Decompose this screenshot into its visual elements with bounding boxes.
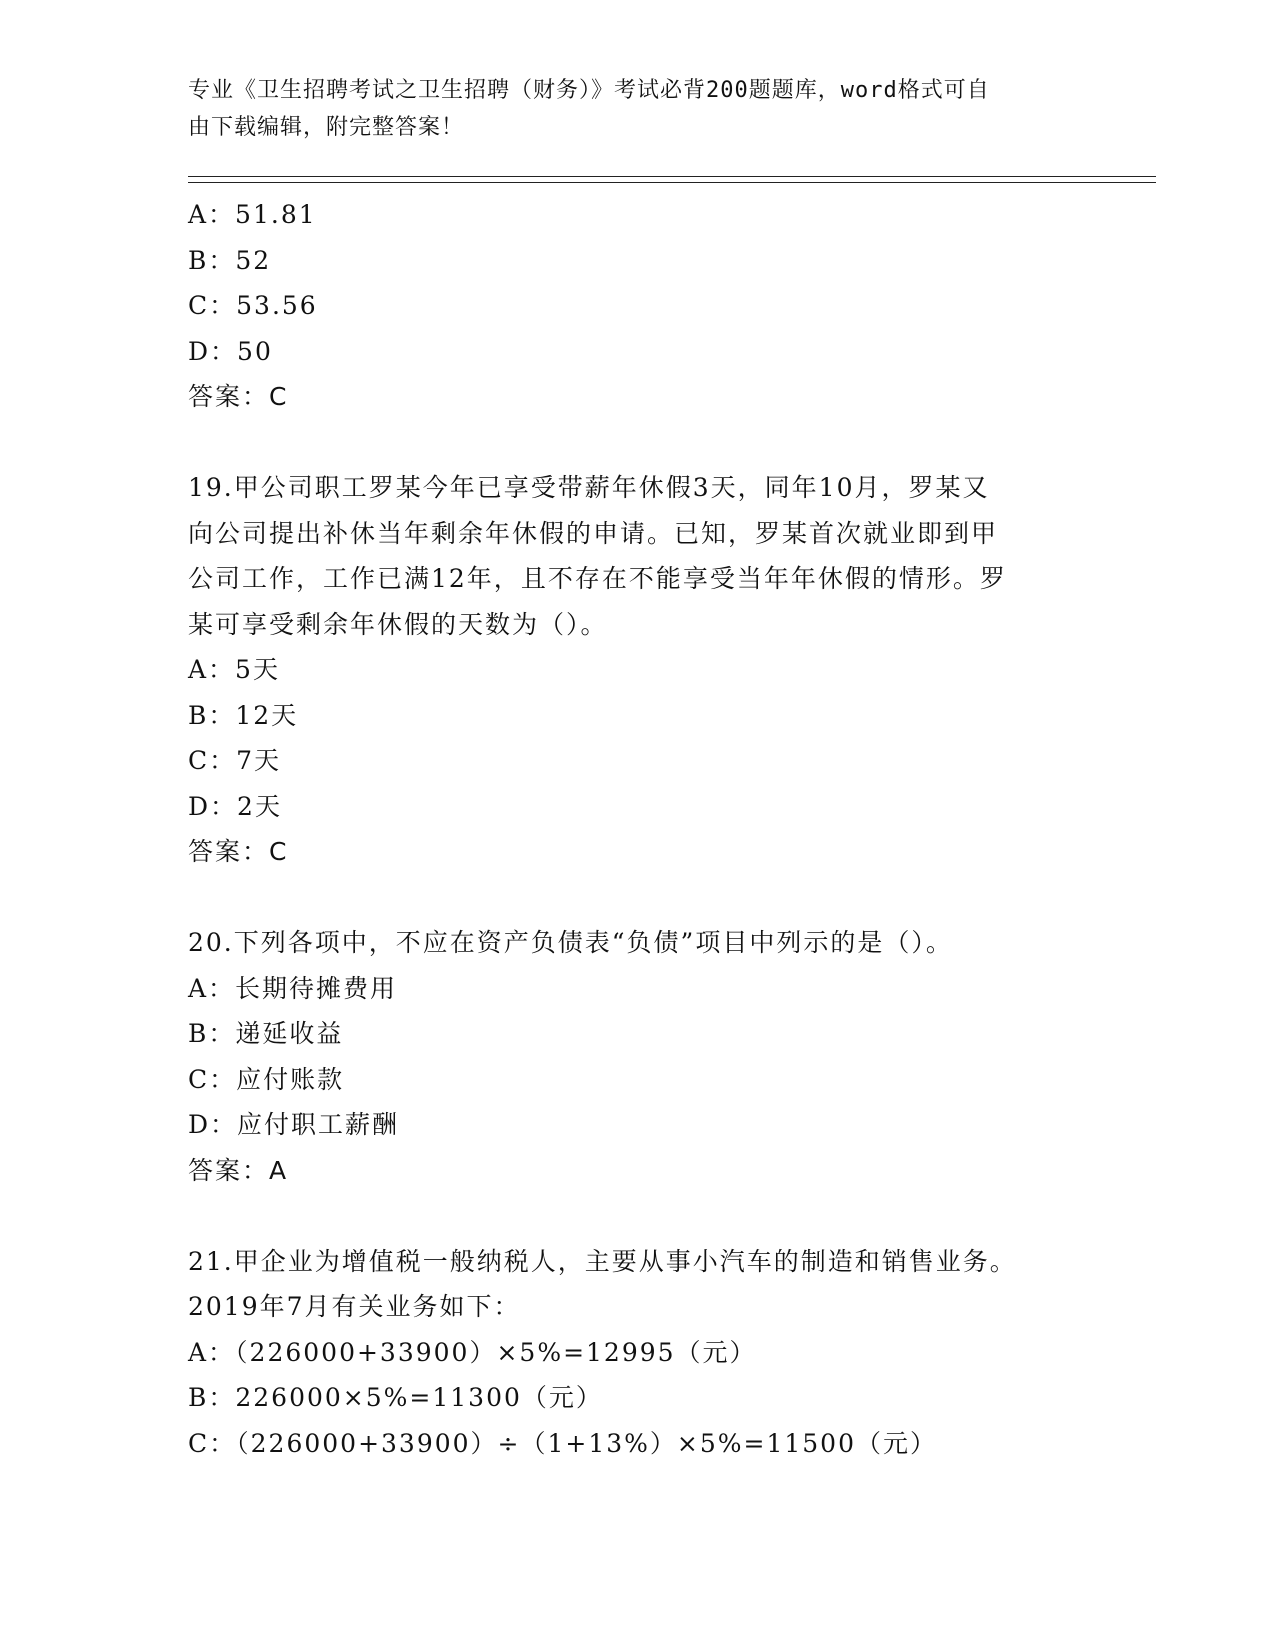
option-b: B：递延收益	[188, 1019, 344, 1048]
header-rule-top	[188, 176, 1156, 177]
question-text-line: 向公司提出补休当年剩余年休假的申请。已知，罗某首次就业即到甲	[188, 518, 999, 548]
option-a: A：5天	[188, 655, 280, 684]
option-d: D：50	[188, 336, 273, 366]
option-d: D：2天	[188, 791, 282, 821]
option-c: C：7天	[188, 746, 282, 775]
option-c: C：应付账款	[188, 1064, 345, 1094]
answer: 答案：C	[188, 382, 289, 411]
spacer	[188, 875, 1088, 921]
option-b: B：226000×5%=11300（元）	[188, 1383, 603, 1412]
option-d: D：应付职工薪酬	[188, 1110, 400, 1139]
option-b: B：52	[188, 245, 272, 275]
question-text-line: 某可享受剩余年休假的天数为（）。	[188, 609, 608, 639]
option-c: C：53.56	[188, 291, 318, 320]
question-text-line: 20.下列各项中，不应在资产负债表“负债”项目中列示的是（）。	[188, 928, 953, 957]
question-text-line: 19.甲公司职工罗某今年已享受带薪年休假3天，同年10月，罗某又	[188, 473, 990, 502]
option-a: A：长期待摊费用	[188, 973, 398, 1003]
header-title-line-1: 专业《卫生招聘考试之卫生招聘（财务）》考试必背200题题库，word格式可自	[188, 78, 990, 103]
question-18	[188, 192, 1088, 420]
option-b: B：12天	[188, 700, 299, 730]
question-text-line: 21.甲企业为增值税一般纳税人，主要从事小汽车的制造和销售业务。	[188, 1246, 1017, 1276]
answer: 答案：C	[188, 837, 289, 866]
option-a: A：（226000+33900）×5%=12995（元）	[188, 1337, 757, 1367]
document-header	[188, 72, 1068, 146]
option-a: A：51.81	[188, 200, 317, 229]
spacer	[188, 1193, 1088, 1239]
spacer	[188, 420, 1088, 466]
option-c: C：（226000+33900）÷（1+13%）×5%=11500（元）	[188, 1428, 937, 1458]
question-text-line: 2019年7月有关业务如下：	[188, 1292, 521, 1321]
question-list	[188, 192, 1088, 1466]
header-rule-bottom	[188, 182, 1156, 183]
question-21	[188, 1239, 1088, 1467]
question-20	[188, 920, 1088, 1193]
header-title-line-2: 由下载编辑，附完整答案！	[188, 115, 465, 140]
answer: 答案：A	[188, 1155, 289, 1185]
question-19	[188, 465, 1088, 875]
question-text-line: 公司工作，工作已满12年，且不存在不能享受当年年休假的情形。罗	[188, 564, 1007, 593]
